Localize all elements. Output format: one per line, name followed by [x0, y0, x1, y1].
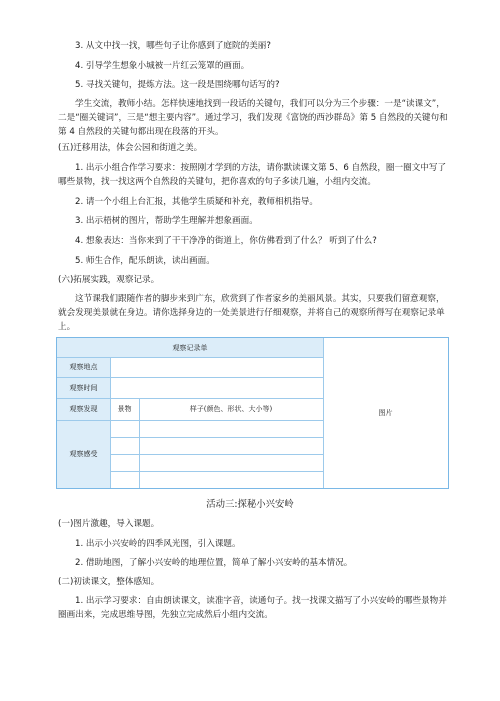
- activity-3-title: 活动三:探秘小兴安岭: [206, 499, 294, 510]
- observation-record-table: [56, 337, 449, 489]
- step-5: 5. 寻找关键句，提炼方法。这一段是围绕哪句话写的?: [75, 80, 280, 90]
- place-label: 观察地点: [57, 357, 110, 377]
- appearance-header: 样子(颜色、形状、大小等): [189, 405, 273, 413]
- scenery-header: 景物: [117, 405, 132, 413]
- step-4: 4. 引导学生想象小城被一片红云笼罩的画面。: [75, 61, 250, 71]
- table-title: 观察记录单: [57, 338, 323, 357]
- item-4: 4. 想象表达：当你来到了干干净净的街道上，你仿佛看到了什么？ 听到了什么?: [75, 236, 377, 246]
- time-value[interactable]: [110, 377, 323, 398]
- picture-cell: 图片: [378, 409, 393, 417]
- section-2-heading: (二)初读课文，整体感知。: [58, 577, 160, 587]
- section-1-heading: (一)图片激趣，导入课题。: [58, 519, 160, 529]
- time-label: 观察时间: [57, 377, 110, 398]
- section-6-heading: (六)拓展实践，观察记录。: [58, 275, 160, 285]
- intro-item-2: 2. 借助地图，了解小兴安岭的地理位置，简单了解小兴安岭的基本情况。: [75, 558, 353, 568]
- section-5-heading: (五)迁移用法，体会公园和街道之美。: [58, 143, 203, 153]
- item-5: 5. 师生合作，配乐朗读，读出画面。: [75, 256, 215, 266]
- practice-paragraph: 这节课我们跟随作者的脚步来到广东，欣赏到了作者家乡的美丽风景。其实，只要我们留意观察，就会发现美景就在身边。请你选择身边的一处美景进行仔细观察，并将自己的观察所得写在观察记录单上。: [58, 294, 445, 332]
- question-3: 3. 从文中找一找，哪些句子让你感到了庭院的美丽?: [75, 41, 271, 51]
- summary-paragraph: 学生交流，教师小结。怎样快速地找到一段话的关键句，我们可以分为三个步骤：一是“读课文”，二是“圈关键词”，三是“想主要内容”。通过学习，我们发现《富饶的西沙群岛》第 5 自然段的关键句和第 4 自然段的关键句都出现在段落的开头。: [58, 99, 448, 137]
- item-3: 3. 出示梧树的图片，帮助学生理解并想象画面。: [75, 216, 258, 226]
- reading-task-paragraph: 1. 出示学习要求：自由朗读课文，读准字音，读通句子。找一找课文描写了小兴安岭的哪些景物并圈画出来，完成思维导图，先独立完成然后小组内交流。: [58, 596, 447, 620]
- group-task-paragraph: 1. 出示小组合作学习要求：按照刚才学到的方法，请你默读课文第 5、6 自然段，圈一圈文中写了哪些景物，找一找这两个自然段的关键句，把你喜欢的句子多读几遍，小组内交流。: [58, 163, 447, 187]
- discovery-label: 观察发现: [57, 398, 110, 420]
- intro-item-1: 1. 出示小兴安岭的四季风光图，引入课题。: [75, 539, 241, 549]
- item-2: 2. 请一个小组上台汇报，其他学生质疑和补充，教师相机指导。: [75, 197, 318, 207]
- feeling-label: 观察感受: [57, 420, 110, 488]
- place-value[interactable]: [110, 357, 323, 377]
